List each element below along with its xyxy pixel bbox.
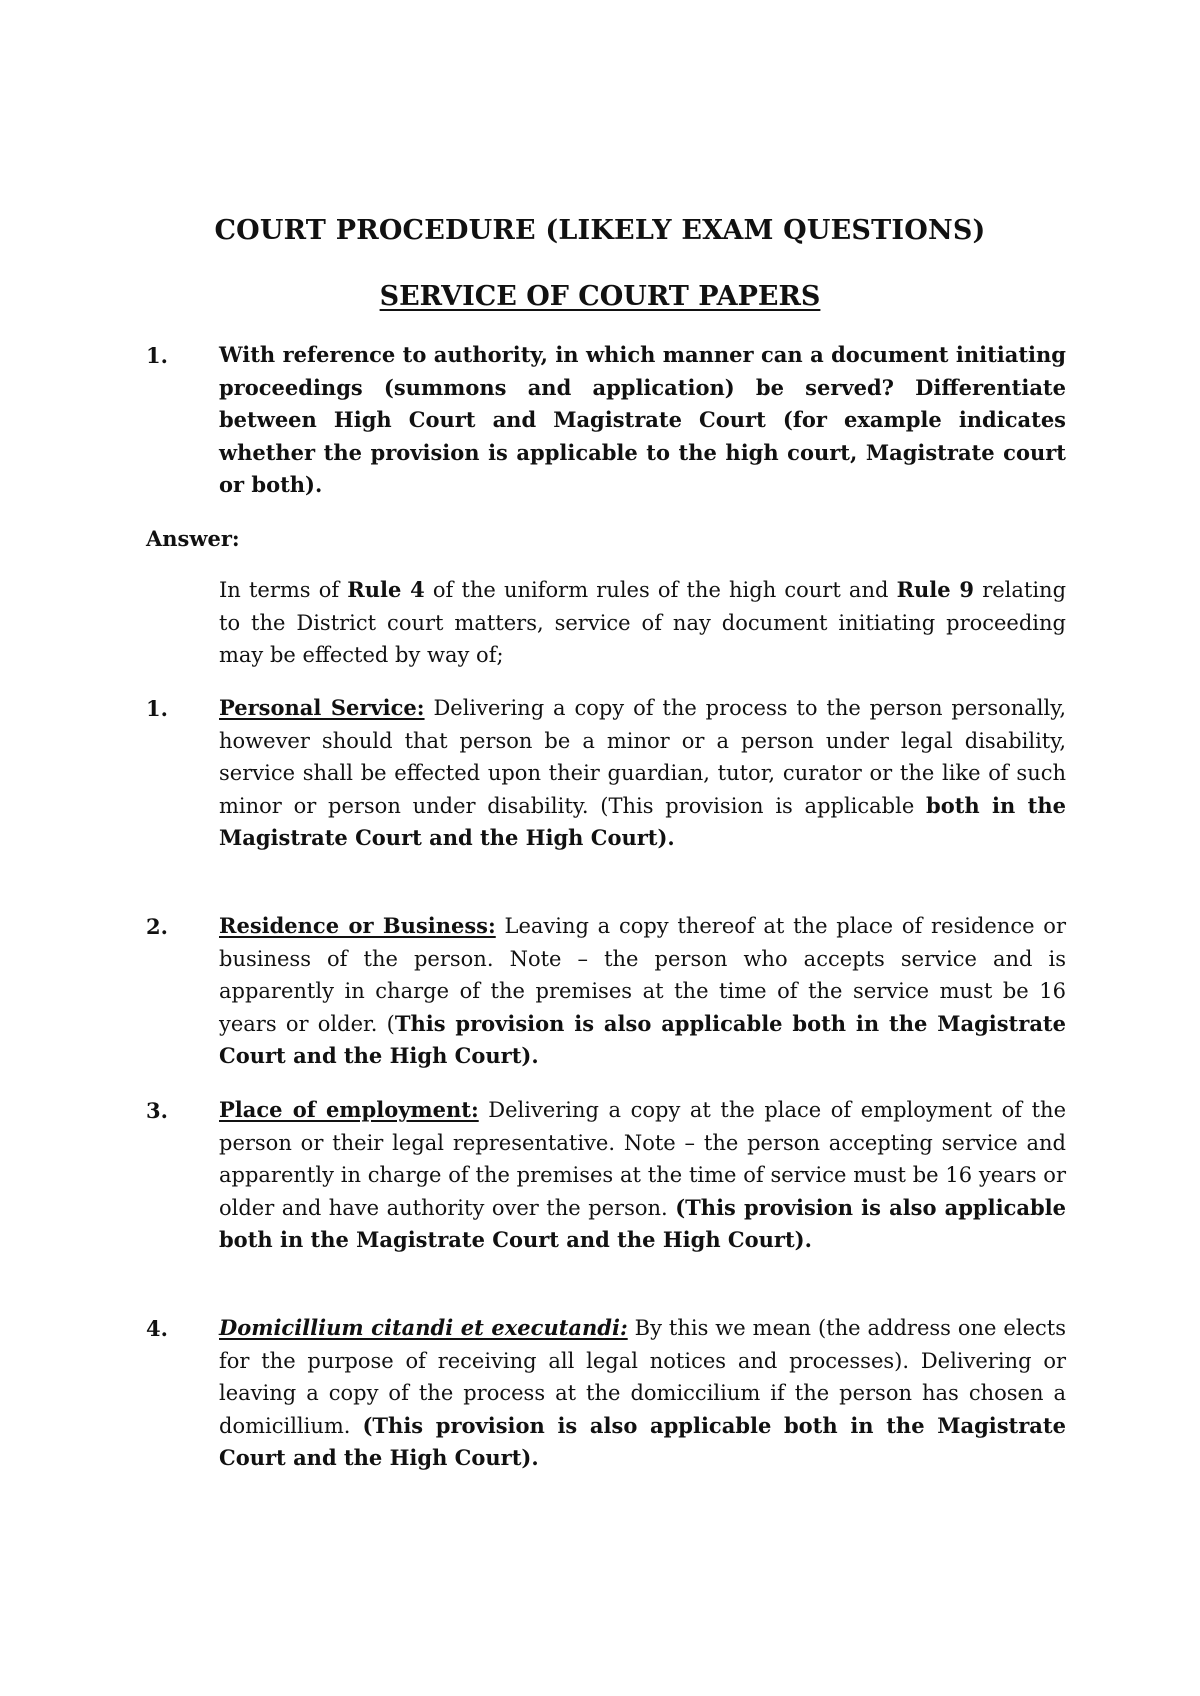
item-body [219, 1094, 1066, 1257]
rule-9: Rule 9 [896, 577, 975, 602]
item-heading: Place of employment: [219, 1097, 479, 1122]
item-text: By this we mean (the address one elects for the purpose of receiving all legal notices and processes). Delivering or leaving a copy of the process at the domiccilium if the person has chosen a domicillium. [219, 1316, 1066, 1438]
item-number: 4. [146, 1316, 168, 1341]
intro-text: relating to the District court matters, service of nay document initiating proceeding may be effected by way of; [219, 578, 1067, 668]
section-heading: SERVICE OF COURT PAPERS [379, 281, 821, 312]
rule-4: Rule 4 [347, 577, 425, 602]
intro-text: In terms of [219, 578, 348, 602]
item-applicability: (This provision is also applicable both in the Magistrate Court and the High Court). [219, 1412, 1066, 1471]
item-text: Delivering a copy at the place of employment of the person or their legal representative. Note – the person accepting service and apparently in charge of the premises at the time of service must be 16 years or older and have authority over the person. [219, 1098, 1066, 1220]
question-number: 1. [146, 343, 168, 368]
item-number: 3. [146, 1098, 168, 1123]
item-heading: Domicillium citandi et executandi: [219, 1315, 628, 1340]
item-heading: Residence or Business: [219, 913, 496, 938]
item-number: 1. [146, 696, 168, 721]
answer-intro [219, 574, 1066, 672]
document-title: COURT PROCEDURE (LIKELY EXAM QUESTIONS) [214, 215, 986, 246]
item-applicability: (This provision is also applicable both in the Magistrate Court and the High Court). [219, 1194, 1066, 1253]
item-text: Leaving a copy thereof at the place of residence or business of the person. Note – the person who accepts service and is apparently in charge of the premises at the time of the service must be 16 years or older. ( [219, 914, 1066, 1036]
item-body [219, 1312, 1066, 1475]
item-number: 2. [146, 914, 168, 939]
intro-text: of the uniform rules of the high court and [424, 578, 897, 602]
item-body [219, 692, 1066, 855]
item-applicability: both in the Magistrate Court and the High Court). [219, 792, 1066, 851]
answer-label: Answer: [146, 526, 240, 551]
question-text: With reference to authority, in which manner can a document initiating proceedings (summons and application) be served? Differentiate between High Court and Magistrate Court (for example indicates whether the provision is applicable to the high court, Magistrate court or both). [219, 342, 1066, 498]
item-text: Delivering a copy of the process to the person personally, however should that person be a minor or a person under legal disability, service shall be effected upon their guardian, tutor, curator or the like of such minor or person under disability. (This provision is applicable [219, 696, 1066, 818]
item-heading: Personal Service: [219, 695, 425, 720]
item-body [219, 910, 1066, 1073]
item-applicability: This provision is also applicable both in the Magistrate Court and the High Court). [219, 1010, 1066, 1069]
